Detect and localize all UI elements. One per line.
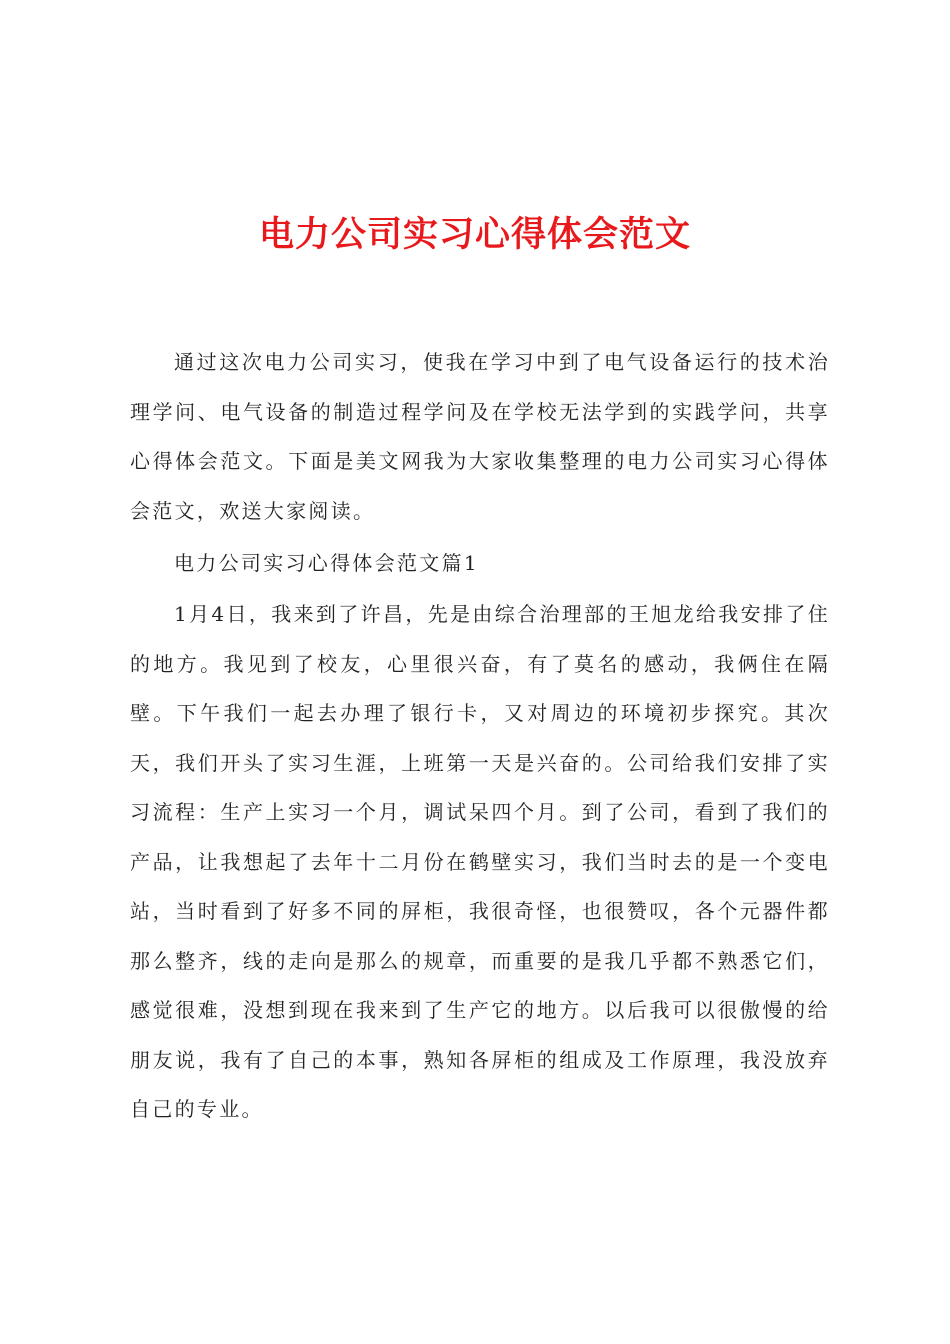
intro-paragraph: 通过这次电力公司实习，使我在学习中到了电气设备运行的技术治理学问、电气设备的制造过程学问及在学校无法学到的实践学问，共享心得体会范文。下面是美文网我为大家收集整理的电力公司实习心得体会范文，欢送大家阅读。 xyxy=(130,350,830,523)
document-title: 电力公司实习心得体会范文 xyxy=(258,214,691,255)
section-heading: 电力公司实习心得体会范文篇1 xyxy=(174,551,479,575)
body-paragraph: 1月4日，我来到了许昌，先是由综合治理部的王旭龙给我安排了住的地方。我见到了校友，心里很兴奋，有了莫名的感动，我俩住在隔壁。下午我们一起去办理了银行卡，又对周边的环境初步探究。其次天，我们开头了实习生涯，上班第一天是兴奋的。公司给我们安排了实习流程：生产上实习一个月，调试呆四个月。到了公司，看到了我们的产品，让我想起了去年十二月份在鹤壁实习，我们当时去的是一个变电站，当时看到了好多不同的屏柜，我很奇怪，也很赞叹，各个元器件都那么整齐，线的走向是那么的规章，而重要的是我几乎都不熟悉它们，感觉很难，没想到现在我来到了生产它的地方。以后我可以很傲慢的给朋友说，我有了自己的本事，熟知各屏柜的组成及工作原理，我没放弃自己的专业。 xyxy=(130,602,830,1121)
